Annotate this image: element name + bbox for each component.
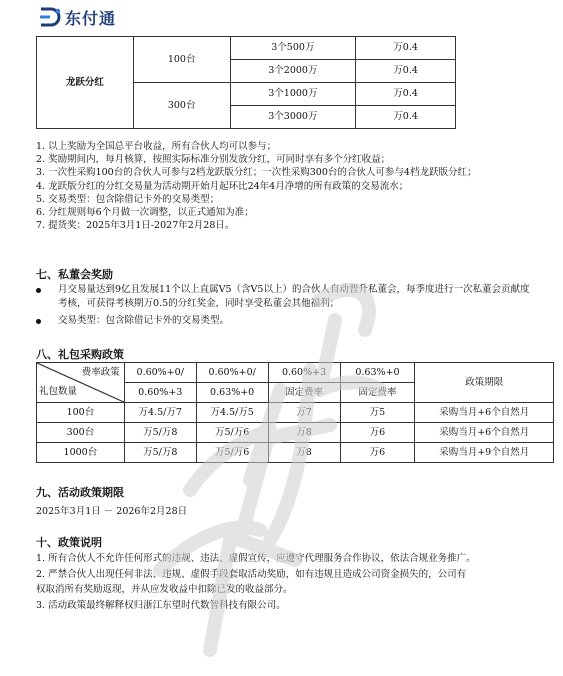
bullet-text: 月交易量达到9亿且发展11个以上直属V5（含V5以上）的合伙人自动晋升私董会，每季度进行一次私董会贡献度考核，可获得考核期万0.5的分红奖金，同时享受私董会其他福利；	[58, 284, 530, 309]
section-title: 八、礼包采购政策	[36, 348, 124, 361]
policy-notes	[36, 551, 476, 613]
policy-item: 权取消所有奖励返现，并从应发收益中扣除已发的收益部分。	[36, 584, 293, 595]
table-cell: 万4.5/万7	[124, 403, 196, 423]
qty-cell: 300台	[37, 423, 125, 443]
bullet-icon	[36, 288, 41, 293]
reward-cell: 万0.4	[356, 60, 456, 83]
bullet-text: 交易类型：包含除借记卡外的交易类型。	[58, 315, 230, 326]
policy-item: 2. 严禁合伙人出现任何非法、违规、虚假手段套取活动奖励，如有违规且造成公司资金损失的，公司有	[36, 568, 467, 580]
column-header: 政策期限	[415, 363, 554, 403]
table-cell: 采购当月+6个自然月	[415, 403, 554, 423]
logo-text: 东付通	[65, 8, 117, 28]
table-cell: 万8	[268, 423, 340, 443]
table-cell: 万5/万8	[124, 423, 196, 443]
reward-cell: 万0.4	[356, 37, 456, 60]
diagonal-header-cell	[37, 363, 125, 403]
note-item: 6. 分红规则每6个月做一次调整，以正式通知为准；	[36, 207, 254, 219]
condition-cell: 3个1000万	[230, 83, 356, 106]
table-cell: 万6	[340, 443, 415, 463]
note-item: 3. 一次性采购100台的合伙人可参与2档龙跃版分红；一次性采购300台的合伙人可参与4档龙跃版分红；	[36, 167, 477, 179]
note-item: 5. 交易类型：包含除借记卡外的交易类型；	[36, 193, 220, 205]
table-row	[37, 443, 554, 463]
column-header: 固定费率	[268, 383, 340, 403]
table-cell: 万5/万8	[124, 443, 196, 463]
table-cell: 采购当月+6个自然月	[415, 423, 554, 443]
column-header: 0.60%+0/	[124, 363, 196, 383]
brand-logo	[38, 6, 116, 28]
table-cell: 万5/万6	[196, 443, 268, 463]
table-cell: 万5	[340, 403, 415, 423]
section-title: 十、政策说明	[36, 536, 102, 549]
column-header: 固定费率	[340, 383, 415, 403]
note-item: 7. 提货奖：2025年3月1日-2027年2月28日。	[36, 220, 235, 232]
note-item: 4. 龙跃版分红的分红交易量为活动期开始月起环比24年4月净增的所有政策的交易流水；	[36, 180, 409, 192]
table-cell: 万8	[268, 443, 340, 463]
column-header: 0.63%+0	[340, 363, 415, 383]
group-label: 100台	[133, 37, 230, 83]
reward-cell: 万0.4	[356, 106, 456, 129]
condition-cell: 3个2000万	[230, 60, 356, 83]
table-row	[37, 423, 554, 443]
header-rate-policy: 费率政策	[81, 367, 120, 378]
policy-item: 1. 所有合伙人不允许任何形式的违规、违法、虚假宣传，应遵守代理服务合作协议，依法合规业务推广。	[36, 553, 476, 564]
column-header: 0.60%+3	[124, 383, 196, 403]
section-title: 九、活动政策期限	[36, 486, 124, 499]
column-header: 0.60%+3	[268, 363, 340, 383]
policy-period: 2025年3月1日 － 2026年2月28日	[36, 506, 188, 517]
reward-cell: 万0.4	[356, 83, 456, 106]
bullet-item	[36, 314, 538, 328]
bullet-icon	[36, 319, 41, 324]
logo-mark-icon	[38, 6, 62, 28]
group-label: 300台	[133, 83, 230, 129]
condition-cell: 3个3000万	[230, 106, 356, 129]
table-cell: 万4.5/万5	[196, 403, 268, 423]
table-cell: 万5/万6	[196, 423, 268, 443]
note-item: 1. 以上奖励为全国总平台收益，所有合伙人均可以参与；	[36, 141, 277, 152]
table-cell: 万6	[340, 423, 415, 443]
section-title: 七、私董会奖励	[36, 268, 113, 281]
policy-item: 3. 活动政策最终解释权归浙江东望时代数智科技有限公司。	[36, 599, 286, 611]
table-cell: 万7	[268, 403, 340, 423]
bullet-item	[36, 283, 538, 310]
note-item: 2. 奖励期间内，每月核算，按照实际标准分别发放分红，可同时享有多个分红收益；	[36, 154, 391, 166]
header-package-qty: 礼包数量	[39, 386, 78, 397]
table-row	[37, 403, 554, 423]
dividend-row-header: 龙跃分红	[37, 37, 134, 129]
qty-cell: 1000台	[37, 443, 125, 463]
column-header: 0.60%+0/	[196, 363, 268, 383]
table-cell: 采购当月+9个自然月	[415, 443, 554, 463]
dividend-notes	[36, 140, 476, 232]
column-header: 0.63%+0	[196, 383, 268, 403]
condition-cell: 3个500万	[230, 37, 356, 60]
package-policy-table	[36, 362, 554, 463]
dividend-table	[36, 36, 456, 129]
qty-cell: 100台	[37, 403, 125, 423]
